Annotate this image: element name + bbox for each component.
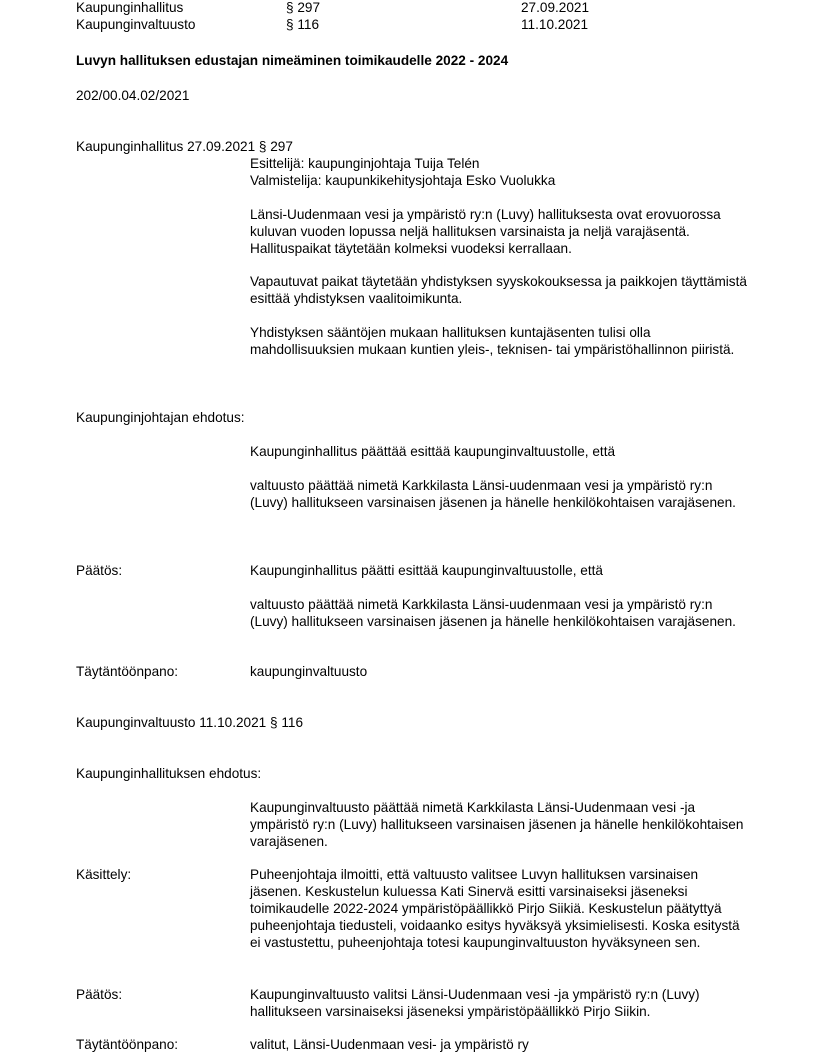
kv-decision-label: Päätös: xyxy=(76,987,123,1002)
header-body-1: Kaupunginhallitus xyxy=(76,0,184,15)
kh-decision-label: Päätös: xyxy=(76,563,123,578)
kv-execution-text: valitut, Länsi-Uudenmaan vesi- ja ympäristö ry xyxy=(250,1037,529,1052)
kh-proposal-label: Kaupunginjohtajan ehdotus: xyxy=(76,410,245,425)
header-section-1: § 297 xyxy=(286,0,321,15)
kv-proposal-label: Kaupunginhallituksen ehdotus: xyxy=(76,766,262,781)
header-date-1: 27.09.2021 xyxy=(521,0,590,15)
kh-paragraph-2: Vapautuvat paikat täytetään yhdistyksen syyskokouksessa ja paikkojen täyttämistä esittää yhdistyksen vaalitoimikunta. xyxy=(250,274,747,306)
kv-proposal-text: Kaupunginvaltuusto päättää nimetä Karkkilasta Länsi-Uudenmaan vesi -ja ympäristö ry:n (Luvy) hallitukseen varsinaisen jäsenen ja hänelle henkilökohtaisen varajäsenen. xyxy=(250,800,744,849)
kv-handling-text: Puheenjohtaja ilmoitti, että valtuusto valitsee Luvyn hallituksen varsinaisen jäsenen. Keskustelun kuluessa Kati Sinervä esitti varsinaiseksi jäseneksi toimikaudelle 2022-2024 ympäristöpäällikkö Pirjo Siikiä. Keskustelun päätyttyä puheenjohtaja tiedusteli, voidaanko esitys hyväksyä yksimielisesti. Koska esitystä ei vastustettu, puheenjohtaja totesi kaupunginvaltuuston hyväksyneen sen. xyxy=(250,867,740,950)
header-body-2: Kaupunginvaltuusto xyxy=(76,17,196,32)
kh-execution-label: Täytäntöönpano: xyxy=(76,664,179,679)
kh-paragraph-3: Yhdistyksen sääntöjen mukaan hallituksen kuntajäsenten tulisi olla mahdollisuuksien mukaan kuntien yleis-, teknisen- tai ympäristöhallinnon piiristä. xyxy=(250,325,735,357)
kv-heading: Kaupunginvaltuusto 11.10.2021 § 116 xyxy=(76,715,304,730)
kh-presenter: Esittelijä: kaupunginjohtaja Tuija Telén xyxy=(250,156,480,171)
header-section-2: § 116 xyxy=(286,17,320,32)
kh-execution-text: kaupunginvaltuusto xyxy=(250,664,368,679)
kh-decision-intro: Kaupunginhallitus päätti esittää kaupunginvaltuustolle, että xyxy=(250,563,603,578)
kv-handling-label: Käsittely: xyxy=(76,867,132,882)
kh-preparer: Valmistelija: kaupunkikehitysjohtaja Esko Vuolukka xyxy=(250,173,556,188)
kv-decision-text: Kaupunginvaltuusto valitsi Länsi-Uudenmaan vesi -ja ympäristö ry:n (Luvy) hallitukseen varsinaiseksi jäseneksi ympäristöpäällikkö Pirjo Siikin. xyxy=(250,987,700,1019)
kh-proposal-text: valtuusto päättää nimetä Karkkilasta Länsi-uudenmaan vesi ja ympäristö ry:n (Luvy) hallitukseen varsinaisen jäsenen ja hänelle henkilökohtaisen varajäsenen. xyxy=(250,478,736,510)
kh-paragraph-1: Länsi-Uudenmaan vesi ja ympäristö ry:n (Luvy) hallituksesta ovat erovuorossa kuluvan vuoden lopussa neljä hallituksen varsinaista ja neljä varajäsentä. Hallituspaikat täytetään kolmeksi vuodeksi kerrallaan. xyxy=(250,207,721,256)
kh-decision-text: valtuusto päättää nimetä Karkkilasta Länsi-uudenmaan vesi ja ympäristö ry:n (Luvy) hallitukseen varsinaisen jäsenen ja hänelle henkilökohtaisen varajäsenen. xyxy=(250,597,736,629)
case-number: 202/00.04.02/2021 xyxy=(76,88,190,103)
document-title: Luvyn hallituksen edustajan nimeäminen toimikaudelle 2022 - 2024 xyxy=(76,53,509,68)
kv-execution-label: Täytäntöönpano: xyxy=(76,1037,179,1052)
header-date-2: 11.10.2021 xyxy=(521,17,589,32)
kh-heading: Kaupunginhallitus 27.09.2021 § 297 xyxy=(76,139,293,154)
kh-proposal-intro: Kaupunginhallitus päättää esittää kaupunginvaltuustolle, että xyxy=(250,444,616,459)
